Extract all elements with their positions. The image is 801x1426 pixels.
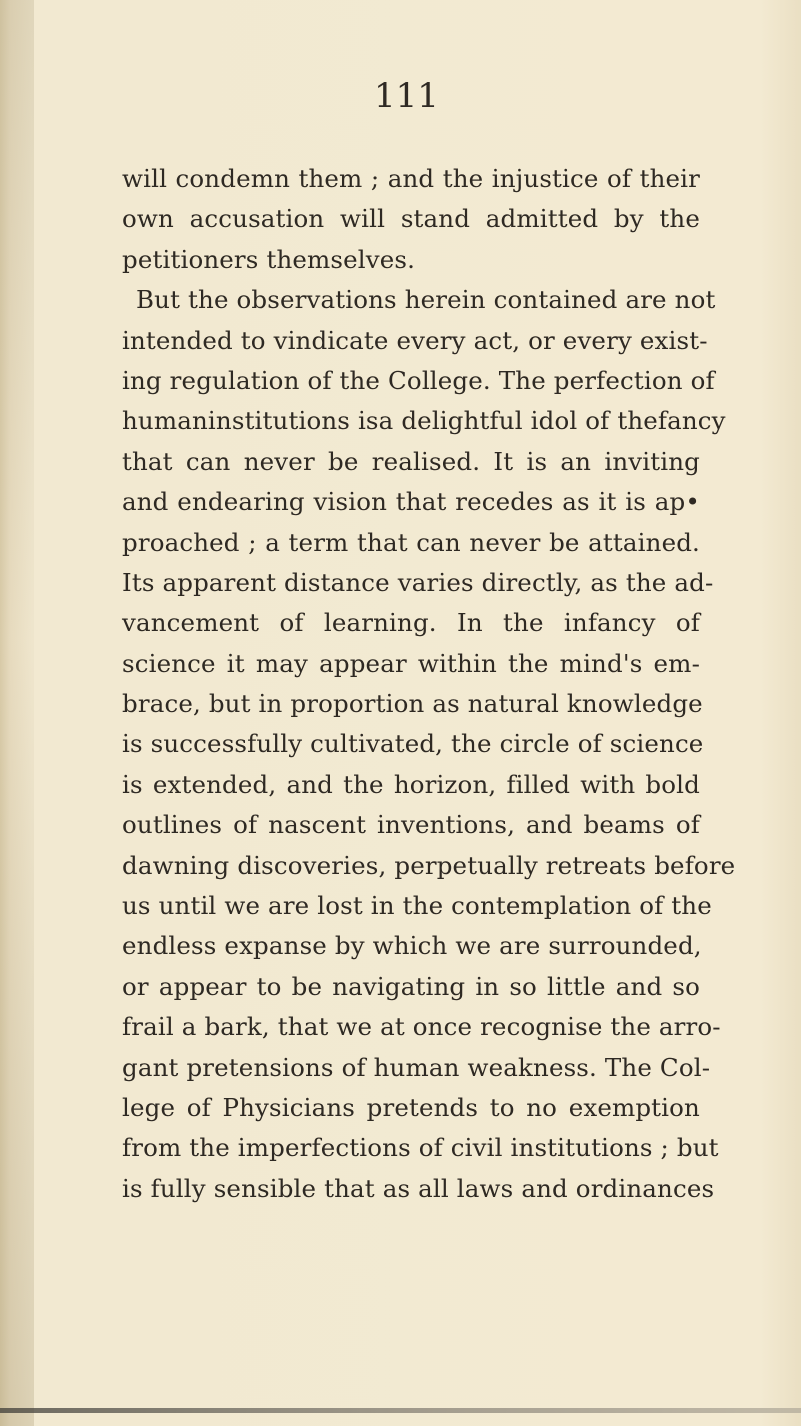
text-line: lege of Physicians pretends to no exemption <box>122 1092 700 1122</box>
text-line: dawning discoveries, perpetually retreats before <box>122 850 736 880</box>
text-line: frail a bark, that we at once recognise the arro- <box>122 1012 721 1042</box>
text-line: will condemn them ; and the injustice of their <box>122 164 700 193</box>
page-edge-stain <box>0 0 34 1426</box>
text-line: or appear to be navigating in so little and so <box>122 971 700 1001</box>
text-line: But the observations herein contained are not <box>136 285 716 315</box>
text-line: outlines of nascent inventions, and beams of <box>122 810 700 840</box>
text-line: science it may appear within the mind's em- <box>122 648 700 678</box>
text-line: is fully sensible that as all laws and ordinances <box>122 1173 715 1203</box>
text-line: humaninstitutions isa delightful idol of thefancy <box>122 406 726 436</box>
text-line: is successfully cultivated, the circle of science <box>122 729 704 759</box>
bottom-edge-shadow <box>0 1408 801 1413</box>
text-line: vancement of learning. In the infancy of <box>122 608 700 638</box>
text-line: endless expanse by which we are surrounded, <box>122 931 702 961</box>
text-line: brace, but in proportion as natural knowledge <box>122 689 703 719</box>
body-text <box>122 159 736 1209</box>
text-line: from the imperfections of civil institutions ; but <box>122 1133 719 1163</box>
text-line: Its apparent distance varies directly, as the ad- <box>122 567 714 597</box>
text-line: gant pretensions of human weakness. The Col- <box>122 1052 711 1082</box>
text-line: that can never be realised. It is an inviting <box>122 446 700 476</box>
text-line: is extended, and the horizon, filled with bold <box>122 769 700 799</box>
text-line: intended to vindicate every act, or every exist- <box>122 325 708 355</box>
text-line: petitioners themselves. <box>122 244 416 274</box>
text-line: us until we are lost in the contemplation of the <box>122 891 712 921</box>
text-line: ing regulation of the College. The perfection of <box>122 365 715 395</box>
text-line: and endearing vision that recedes as it is ap• <box>122 487 700 517</box>
text-line: own accusation will stand admitted by the <box>122 204 700 234</box>
text-line: proached ; a term that can never be attained. <box>122 527 700 557</box>
page-number: 111 <box>374 76 439 116</box>
